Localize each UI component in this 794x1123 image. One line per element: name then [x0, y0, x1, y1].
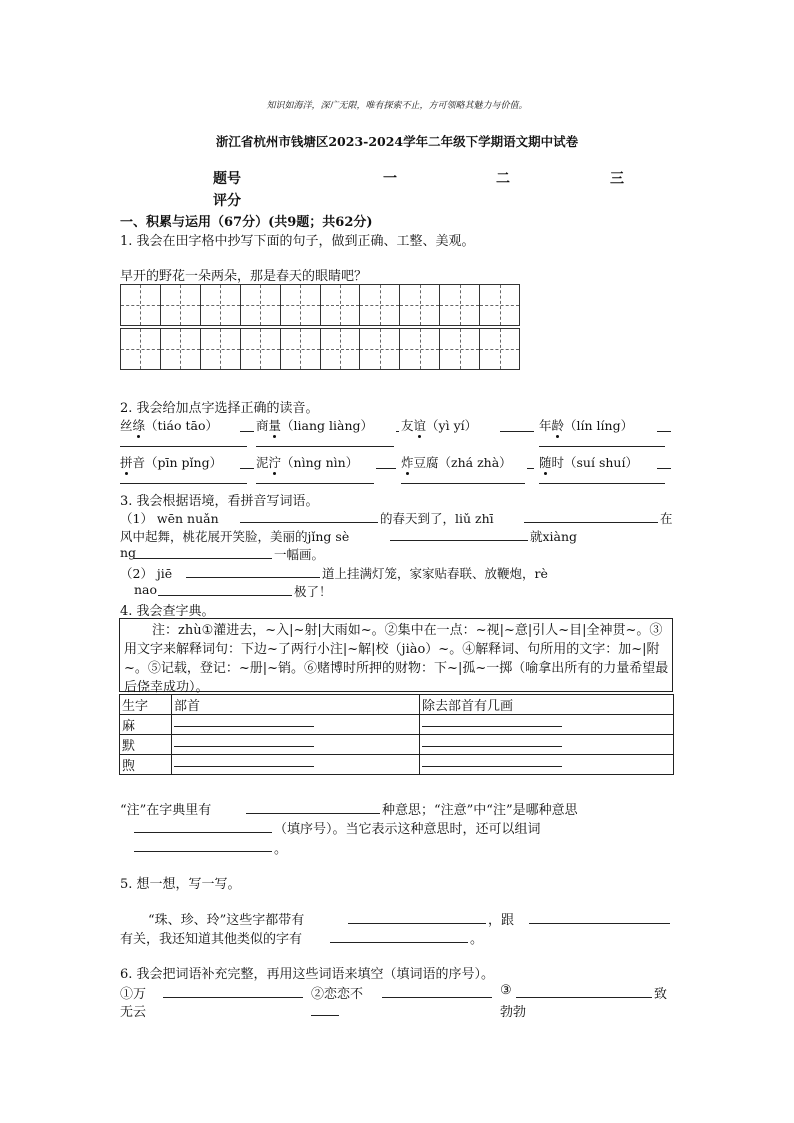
score-row-label-number: 题号: [213, 171, 241, 187]
q6-item-1: ①万: [120, 987, 147, 1002]
q3-line-1a: （1） wēn nuǎn: [120, 511, 219, 526]
q5-prompt: 5. 想一想，写一写。: [120, 877, 241, 892]
score-col-2: 二: [496, 171, 510, 187]
char-lookup-table: [119, 694, 674, 775]
q2-item-5: 拼音（pīn pǐng）: [120, 455, 223, 470]
q2-rule-2a: [120, 483, 247, 484]
q2-item-6: 泥泞（nìng nìn）: [256, 455, 359, 470]
score-col-3: 三: [610, 171, 624, 187]
q2-rule-1a: [120, 446, 247, 447]
q6-prompt: 6. 我会把词语补充完整，再用这些词语来填空（填词语的序号）。: [120, 967, 495, 982]
char-cell: 煦: [120, 755, 172, 775]
table-row: [120, 755, 674, 775]
score-col-1: 一: [383, 171, 397, 187]
q2-rule-2b: [256, 483, 374, 484]
q6-blank-2[interactable]: [382, 997, 492, 998]
dictionary-note-text: 注：zhù①灌进去，~入|~射|大雨如~。②集中在一点：~视|~意|引人~目|全神贯~。③用文字来解释词句：下边~了两行小注|~解|校（jiào）~。④解释词、句所用的文字：加~|附~。⑤记载，登记：~册|~销。⑥赌博时所押的财物：下~|孤~一掷（喻拿出所有的力量希望最后侥幸成功）。: [124, 623, 669, 695]
radical-answer-cell[interactable]: [172, 755, 420, 775]
q6-blank-2b[interactable]: [311, 1015, 339, 1016]
tianzige-grid-row-2[interactable]: [120, 328, 520, 370]
q6-item-3b: 致: [654, 987, 668, 1002]
q2-item-3: 友谊（yì yí）: [401, 418, 478, 433]
q2-rule-2c: [401, 483, 525, 484]
table-row: [120, 715, 674, 735]
q5-line-2b: 。: [470, 932, 484, 947]
q2-answer-line-4[interactable]: [657, 431, 671, 432]
q6-item-3c: 勃勃: [500, 1005, 527, 1020]
q4-fill-2: （填序号）。当它表示这种意思时，还可以组词: [274, 822, 541, 837]
q2-item-1: 丝绦（tiáo tāo）: [120, 418, 219, 433]
q3-line-2b: 就xiàng: [530, 529, 578, 544]
q2-answer-line-1[interactable]: [240, 431, 254, 432]
q6-blank-3[interactable]: [516, 997, 652, 998]
q5-line-1a: “珠、珍、玲”这些字都带有: [148, 913, 305, 928]
q2-rule-1c: [539, 446, 665, 447]
q2-answer-line-6[interactable]: [376, 468, 396, 469]
q3-line-4b: 道上挂满灯笼，家家贴春联、放鞭炮，rè: [322, 566, 548, 581]
q6-item-1b: 无云: [120, 1005, 147, 1020]
q2-item-7: 炸豆腐（zhá zhà）: [401, 455, 512, 470]
q6-blank-1[interactable]: [163, 997, 303, 998]
q4-blank-word[interactable]: [134, 851, 272, 852]
q3-line-1c: 在: [660, 511, 673, 526]
q2-item-2: 商量（liang liàng）: [256, 418, 374, 433]
exam-title: 浙江省杭州市钱塘区2023-2024学年二年级下学期语文期中试卷: [215, 134, 579, 149]
q2-answer-line-3[interactable]: [500, 431, 534, 432]
strokes-answer-cell[interactable]: [420, 715, 674, 735]
char-cell: 麻: [120, 715, 172, 735]
table-row: [120, 735, 674, 755]
q3-line-3b: 一幅画。: [274, 547, 325, 562]
q3-line-5a: nao: [134, 582, 158, 597]
q5-blank-meaning[interactable]: [529, 923, 670, 924]
strokes-answer-cell[interactable]: [420, 735, 674, 755]
q4-blank-index[interactable]: [134, 832, 272, 833]
q4-fill-3: 。: [274, 842, 288, 857]
dictionary-note: [119, 618, 673, 695]
q2-prompt: 2. 我会给加点字选择正确的读音。: [120, 401, 319, 416]
q4-fill-1b: 种意思；“注意”中“注”是哪种意思: [382, 803, 578, 818]
char-cell: 默: [120, 735, 172, 755]
q2-rule-1b: [256, 446, 394, 447]
q3-blank-liuzhi[interactable]: [524, 522, 658, 523]
tianzige-grid-row-1[interactable]: [120, 284, 520, 326]
q5-blank-radical[interactable]: [348, 923, 486, 924]
q2-answer-line-8[interactable]: [657, 468, 671, 469]
strokes-answer-cell[interactable]: [420, 755, 674, 775]
q2-answer-line-2[interactable]: [396, 431, 399, 432]
q3-line-4a: （2） jiē: [120, 566, 173, 581]
q1-prompt: 1. 我会在田字格中抄写下面的句子，做到正确、工整、美观。: [120, 234, 475, 249]
q6-item-2: ②恋恋不: [311, 987, 364, 1002]
q5-blank-similar[interactable]: [330, 942, 468, 943]
table-header-char: 生字: [120, 695, 172, 715]
q3-blank-xiang[interactable]: [134, 558, 272, 559]
q2-answer-line-7[interactable]: [527, 468, 534, 469]
radical-answer-cell[interactable]: [172, 715, 420, 735]
q3-blank-jingse[interactable]: [390, 540, 528, 541]
q4-prompt: 4. 我会查字典。: [120, 604, 215, 619]
q6-item-3: ③: [500, 983, 512, 998]
q3-blank-renao[interactable]: [158, 595, 292, 596]
section-heading: 一、积累与运用（67分）(共9题；共62分): [120, 215, 373, 230]
q4-fill-1a: “注”在字典里有: [120, 803, 212, 818]
q3-line-1b: 的春天到了，liǔ zhī: [380, 511, 494, 526]
q3-line-5b: 极了！: [294, 584, 332, 599]
q2-item-8: 随时（suí shuí）: [539, 455, 638, 470]
q1-sentence: 早开的野花一朵两朵，那是春天的眼睛吧？: [120, 269, 368, 284]
table-header-radical: 部首: [172, 695, 420, 715]
q2-item-4: 年龄（lín líng）: [539, 418, 634, 433]
header-motto: 知识如海洋，深广无限，唯有探索不止，方可领略其魅力与价值。: [266, 101, 528, 111]
table-header-strokes: 除去部首有几画: [420, 695, 674, 715]
q2-rule-2d: [539, 483, 665, 484]
radical-answer-cell[interactable]: [172, 735, 420, 755]
q5-line-2a: 有关，我还知道其他类似的字有: [120, 932, 303, 947]
score-row-label-score: 评分: [213, 193, 241, 209]
q3-blank-wennuan[interactable]: [240, 522, 378, 523]
q4-blank-count[interactable]: [246, 813, 380, 814]
q2-answer-line-5[interactable]: [240, 468, 254, 469]
q5-line-1b: ，跟: [488, 913, 515, 928]
q3-prompt: 3. 我会根据语境，看拼音写词语。: [120, 494, 319, 509]
q3-line-3a: ng: [120, 545, 137, 560]
q3-line-2a: 风中起舞，桃花展开笑脸，美丽的jǐng sè: [120, 529, 350, 544]
q3-blank-jie[interactable]: [186, 577, 320, 578]
